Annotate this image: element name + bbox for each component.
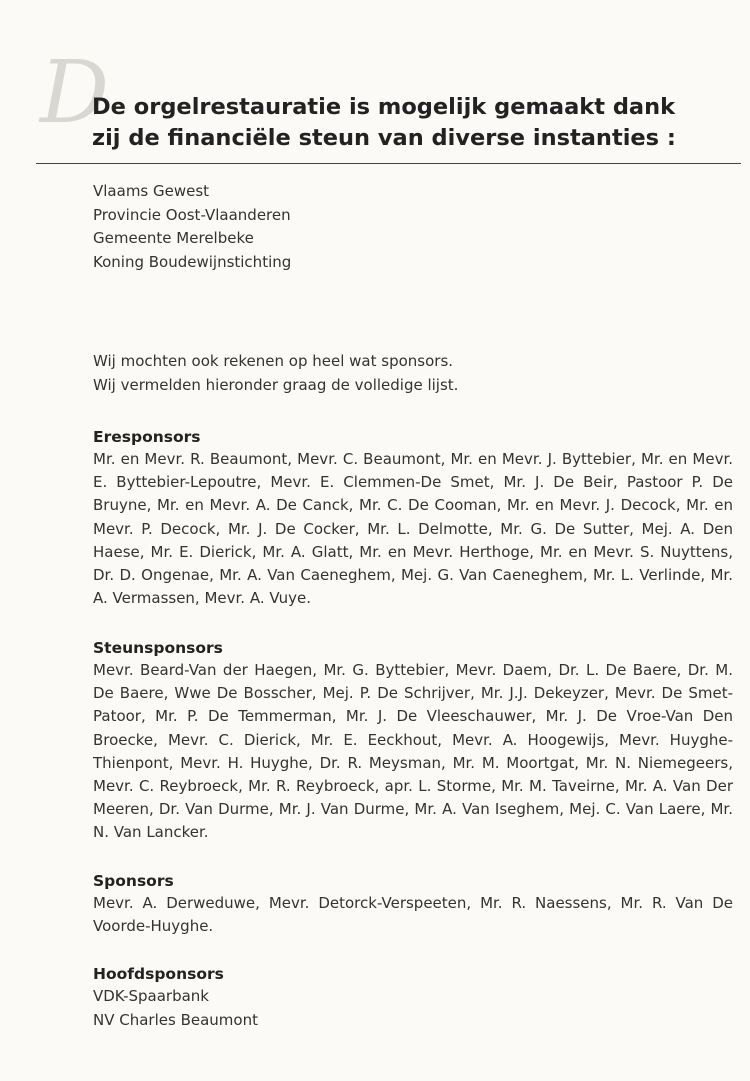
main-sponsor-item: VDK-Spaarbank [93, 987, 209, 1005]
decorative-dropcap: D [40, 43, 109, 143]
section-sponsors [93, 870, 733, 938]
funder-item: Koning Boudewijnstichting [93, 252, 292, 271]
intro-paragraph [93, 350, 458, 397]
title-divider [36, 163, 741, 164]
intro-line: Wij mochten ook rekenen op heel wat sponsors. [93, 352, 454, 370]
section-eresponsors [93, 426, 733, 610]
section-steunsponsors [93, 637, 733, 845]
section-heading: Steunsponsors [93, 639, 223, 657]
title-line-1: De orgelrestauratie is mogelijk gemaakt dank [92, 94, 676, 120]
funder-item: Vlaams Gewest [93, 182, 210, 200]
intro-line: Wij vermelden hieronder graag de volledige lijst. [93, 375, 459, 394]
funders-list [93, 180, 291, 274]
section-heading: Sponsors [93, 872, 174, 890]
sponsor-names: Mevr. A. Derweduwe, Mevr. Detorck-Verspeeten, Mr. R. Naessens, Mr. R. Van De Voorde-Huyghe. [93, 894, 733, 936]
section-hoofdsponsors [93, 963, 733, 1032]
main-sponsor-item: NV Charles Beaumont [93, 1010, 258, 1029]
funder-item: Provincie Oost-Vlaanderen [93, 205, 291, 224]
funder-item: Gemeente Merelbeke [93, 229, 254, 247]
sponsor-names: Mr. en Mevr. R. Beaumont, Mevr. C. Beaumont, Mr. en Mevr. J. Byttebier, Mr. en Mevr. E. Byttebier-Lepoutre, Mevr. E. Clemmen-De Smet, Mr. J. De Beir, Pastoor P. De Bruyne, Mr. en Mevr. A. De Canck, Mr. C. De Cooman, Mr. en Mevr. J. Decock, Mr. en Mevr. P. Decock, Mr. J. De Cocker, Mr. L. Delmotte, Mr. G. De Sutter, Mej. A. Den Haese, Mr. E. Dierick, Mr. A. Glatt, Mr. en Mevr. Herthoge, Mr. en Mevr. S. Nuyttens, Dr. D. Ongenae, Mr. A. Van Caeneghem, Mej. G. Van Caeneghem, Mr. L. Verlinde, Mr. A. Vermassen, Mevr. A. Vuye. [93, 450, 733, 608]
sponsor-names: Mevr. Beard-Van der Haegen, Mr. G. Byttebier, Mevr. Daem, Dr. L. De Baere, Dr. M. De Baere, Wwe De Bosscher, Mej. P. De Schrijver, Mr. J.J. Dekeyzer, Mevr. De Smet-Patoor, Mr. P. De Temmerman, Mr. J. De Vleeschauwer, Mr. J. De Vroe-Van Den Broecke, Mevr. C. Dierick, Mr. E. Eeckhout, Mevr. A. Hoogewijs, Mevr. Huyghe-Thienpont, Mevr. H. Huyghe, Dr. R. Meysman, Mr. M. Moortgat, Mr. N. Niemegeers, Mevr. C. Reybroeck, Mr. R. Reybroeck, apr. L. Storme, Mr. M. Taveirne, Mr. A. Van Der Meeren, Dr. Van Durme, Mr. J. Van Durme, Mr. A. Van Iseghem, Mej. C. Van Laere, Mr. N. Van Lancker. [93, 661, 733, 842]
page-title [92, 92, 722, 154]
section-heading: Hoofdsponsors [93, 965, 224, 983]
section-heading: Eresponsors [93, 428, 201, 446]
title-line-2: zij de financiële steun van diverse instanties : [92, 125, 676, 151]
